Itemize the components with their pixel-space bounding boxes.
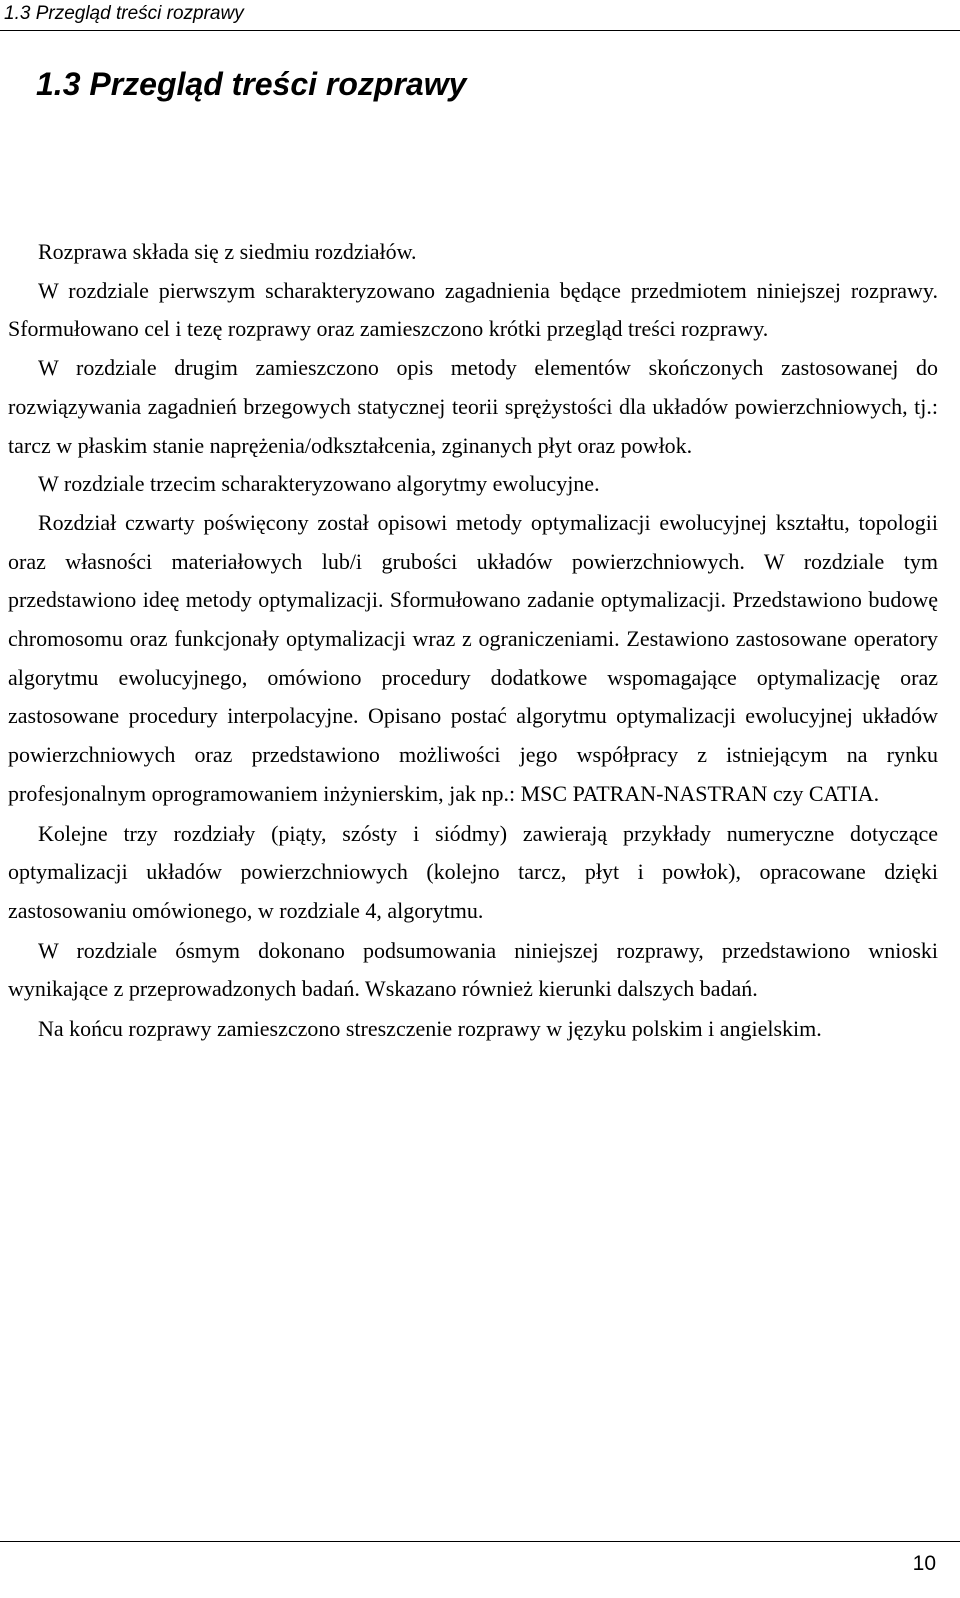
body-text [8,233,938,1049]
running-header-title: 1.3 Przegląd treści rozprawy [4,3,244,24]
page-number: 10 [912,1552,936,1575]
paragraph-chapter-4: Rozdział czwarty poświęcony został opisowi metody optymalizacji ewolucyjnej kształtu, topologii oraz własności materiałowych lub/i grubości układów powierzchniowych. W rozdziale tym przedstawiono ideę metody optymalizacji. Sformułowano zadanie optymalizacji. Przedstawiono budowę chromosomu oraz funkcjonały optymalizacji wraz z ograniczeniami. Zestawiono zastosowane operatory algorytmu ewolucyjnego, omówiono procedury dodatkowe wspomagające optymalizację oraz zastosowane procedury interpolacyjne. Opisano postać algorytmu optymalizacji ewolucyjnej układów powierzchniowych oraz przedstawiono możliwości jego współpracy z istniejącym na rynku profesjonalnym oprogramowaniem inżynierskim, jak np.: MSC PATRAN-NASTRAN czy CATIA. [8,509,938,806]
footer-rule [0,1541,960,1542]
paragraph-chapters-5-7: Kolejne trzy rozdziały (piąty, szósty i siódmy) zawierają przykłady numeryczne dotyczące optymalizacji układów powierzchniowych (kolejno tarcz, płyt i powłok), opracowane dzięki zastosowaniu omówionego, w rozdziale 4, algorytmu. [8,820,938,923]
paragraph-chapter-8: W rozdziale ósmym dokonano podsumowania niniejszej rozprawy, przedstawiono wnioski wynikające z przeprowadzonych badań. Wskazano również kierunki dalszych badań. [8,937,938,1002]
section-title: 1.3 Przegląd treści rozprawy [36,66,467,102]
paragraph-summary: Na końcu rozprawy zamieszczono streszczenie rozprawy w języku polskim i angielskim. [38,1016,822,1042]
paragraph-chapter-1: W rozdziale pierwszym scharakteryzowano zagadnienia będące przedmiotem niniejszej rozprawy. Sformułowano cel i tezę rozprawy oraz zamieszczono krótki przegląd treści rozprawy. [8,277,938,342]
paragraph-intro: Rozprawa składa się z siedmiu rozdziałów. [38,239,417,264]
running-header [0,2,960,31]
paragraph-chapter-3: W rozdziale trzecim scharakteryzowano algorytmy ewolucyjne. [38,471,600,497]
paragraph-chapter-2: W rozdziale drugim zamieszczono opis metody elementów skończonych zastosowanej do rozwiązywania zagadnień brzegowych statycznej teorii sprężystości dla układów powierzchniowych, tj.: tarcz w płaskim stanie naprężenia/odkształcenia, zginanych płyt oraz powłok. [8,355,938,458]
